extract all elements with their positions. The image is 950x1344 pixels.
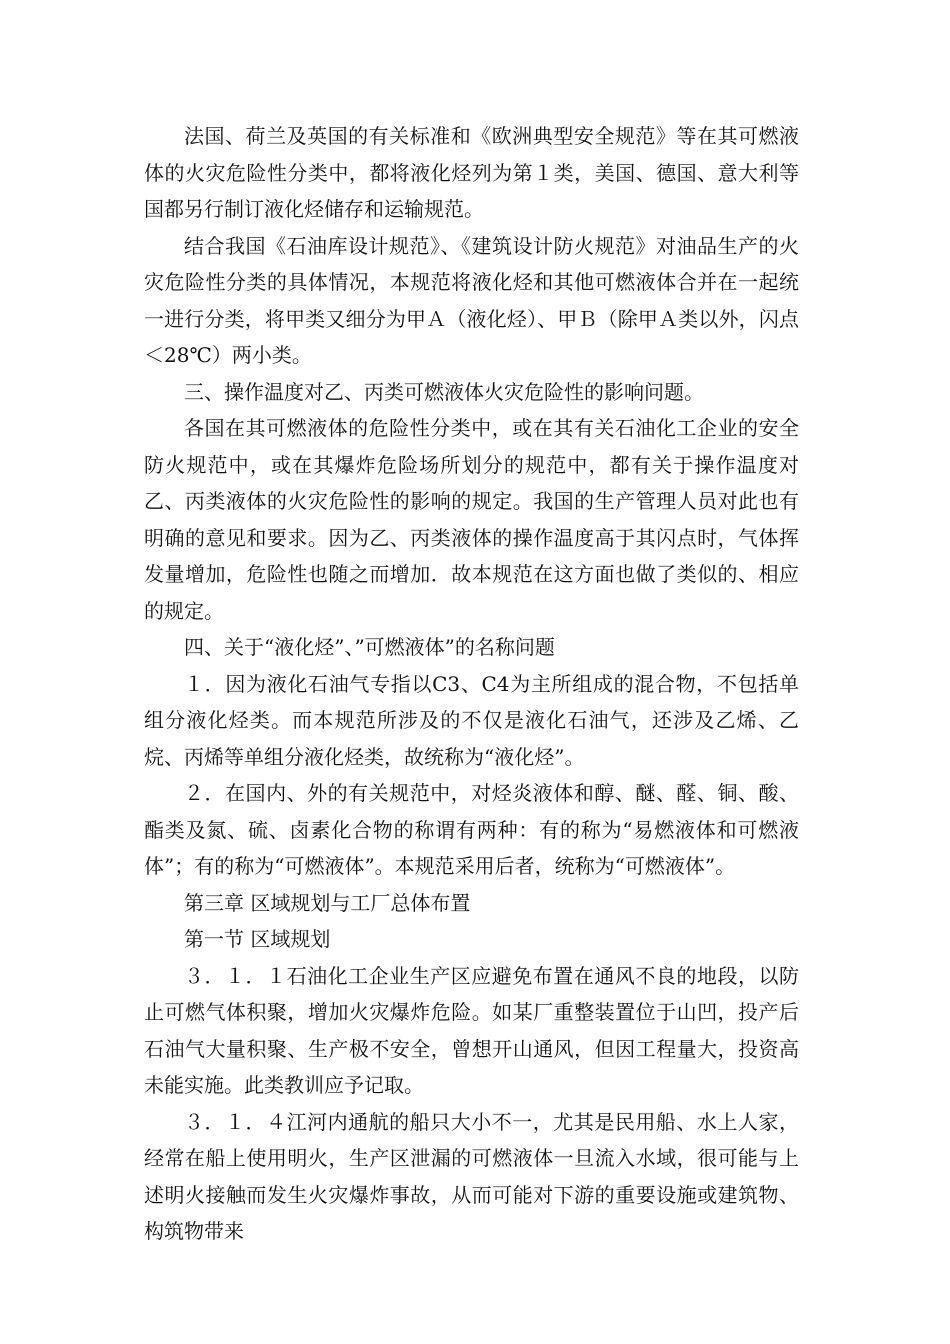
clause-3-1-1: ３．１．１石油化工企业生产区应避免布置在通风不良的地段，以防止可燃气体积聚，增加火灾爆炸危险。如某厂重整装置位于山凹，投产后石油气大量积聚、生产极不安全，曾想开山通风，但因工程量大，投资高未能实施。此类教训应予记取。 [144,963,799,1097]
section-heading-naming: 四、关于“液化烃”、”可燃液体”的名称问题 [184,635,555,659]
section-heading-operating-temperature: 三、操作温度对乙、丙类可燃液体火灾危险性的影响问题。 [184,379,704,404]
clause-3-1-4: ３．１．４江河内通航的船只大小不一，尤其是民用船、水上人家，经常在船上使用明火，生产区泄漏的可燃液体一旦流入水域，很可能与上述明火接触而发生火灾爆炸事故，从而可能对下游的重要设施或建筑物、构筑物带来 [144,1109,799,1243]
paragraph-domestic-classification: 结合我国《石油库设计规范》、《建筑设计防火规范》对油品生产的火灾危险性分类的具体情况，本规范将液化烃和其他可燃液体合并在一起统一进行分类，将甲类又细分为甲Ａ（液化烃）、甲Ｂ（除甲Ａ类以外，闪点＜28℃）两小类。 [144,233,799,367]
paragraph-naming-2: ２．在国内、外的有关规范中，对烃炎液体和醇、醚、醛、铜、酸、酯类及氮、硫、卤素化合物的称谓有两种：有的称为“易燃液体和可燃液体”；有的称为“可燃液体”。本规范采用后者，统称为“可燃液体”。 [144,781,799,878]
paragraph-flammable-liquid-classification-europe: 法国、荷兰及英国的有关标准和《欧洲典型安全规范》等在其可燃液体的火灾危险性分类中，都将液化烃列为第１类，美国、德国、意大利等国都另行制订液化烃储存和运输规范。 [144,124,799,221]
paragraph-operating-temperature: 各国在其可燃液体的危险性分类中，或在其有关石油化工企业的安全防火规范中，或在其爆炸危险场所划分的规范中，都有关于操作温度对乙、丙类液体的火灾危险性的影响的规定。我国的生产管理人员对此也有明确的意见和要求。因为乙、丙类液体的操作温度高于其闪点时，气体挥发量增加，危险性也随之而增加．故本规范在这方面也做了类似的、相应的规定。 [144,416,799,623]
section-heading: 第一节 区域规划 [184,927,331,951]
paragraph-naming-1: １．因为液化石油气专指以C3、C4为主所组成的混合物，不包括单组分液化烃类。而本规范所涉及的不仅是液化石油气，还涉及乙烯、乙烷、丙烯等单组分液化烃类，故统称为“液化烃”。 [144,671,799,769]
chapter-heading: 第三章 区域规划与工厂总体布置 [184,890,471,915]
document-body [144,118,799,1250]
